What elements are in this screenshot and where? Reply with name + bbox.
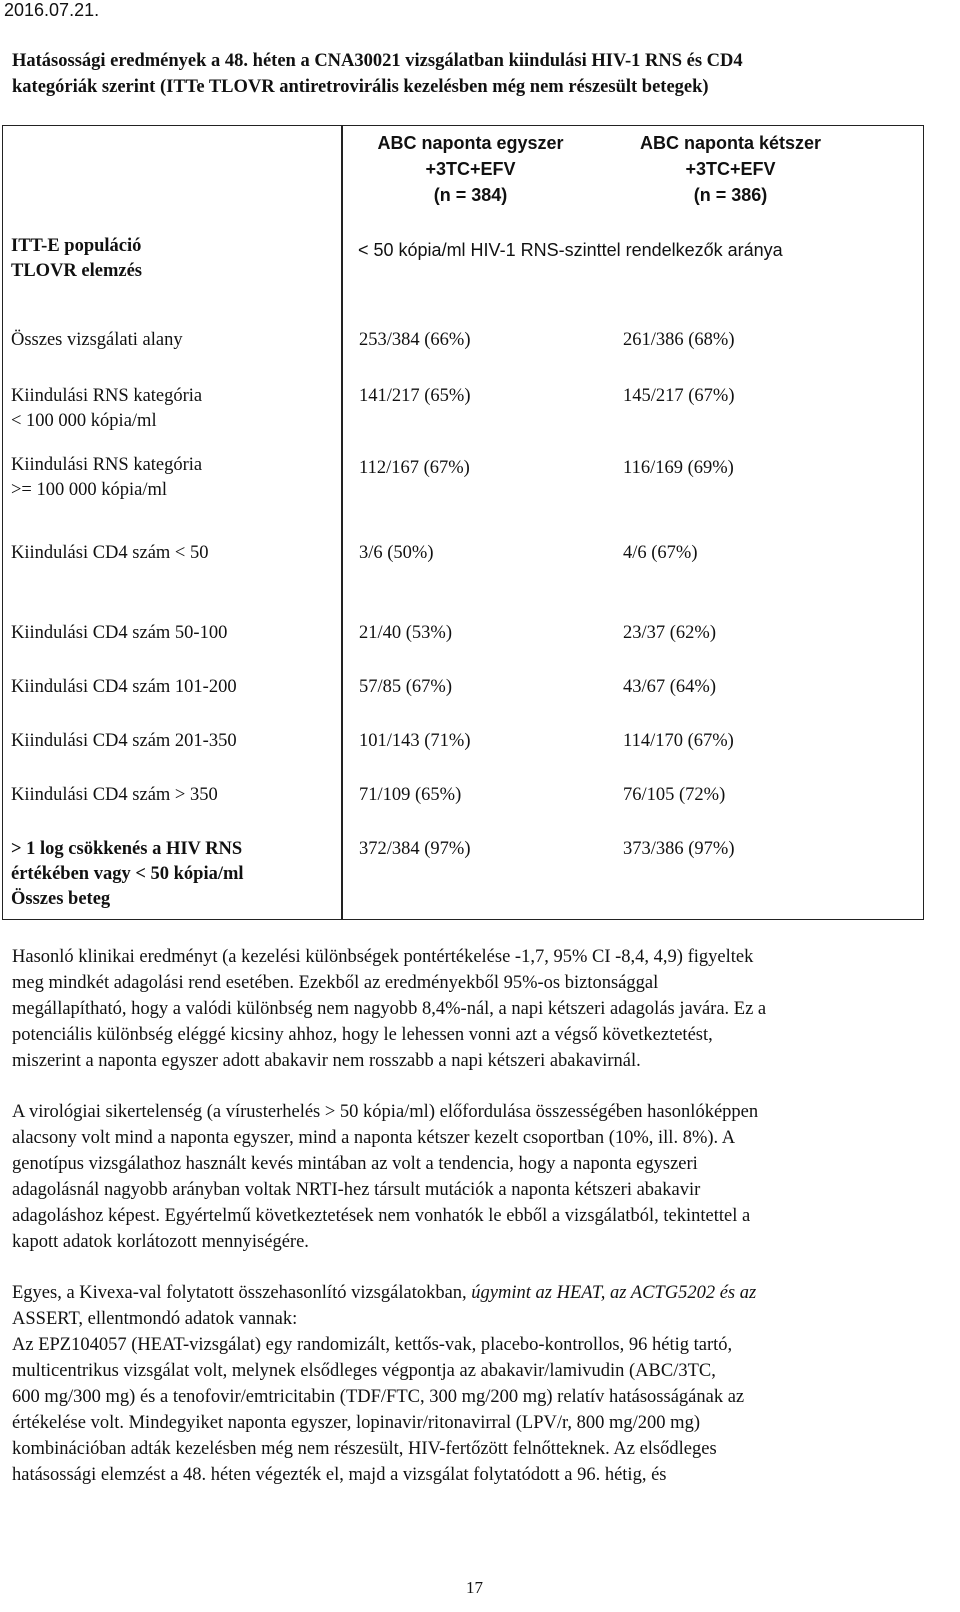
paragraph-line: alacsony volt mind a naponta egyszer, mind a naponta kétszer kezelt csoportban (10%, ill. 8%). A (12, 1128, 736, 1148)
paragraph-line: multicentrikus vizsgálat volt, melynek elsődleges végpontja az abakavir/lamivudin (ABC/3TC, (12, 1361, 716, 1381)
paragraph-line: adagoláshoz képest. Egyértelmű következtetések nem vonhatók le ebből a vizsgálatból, tekintettel a (12, 1206, 751, 1226)
paragraph-text: Egyes, a Kivexa-val folytatott összehasonlító vizsgálatokban, (12, 1283, 472, 1303)
paragraph-line: kapott adatok korlátozott mennyiségére. (12, 1232, 309, 1252)
cell-once-daily: 71/109 (65%) (359, 785, 462, 805)
row-label-line: > 1 log csökkenés a HIV RNS (11, 839, 243, 859)
row-label: Kiindulási CD4 szám 101-200 (11, 677, 237, 697)
cell-once-daily: 21/40 (53%) (359, 623, 452, 643)
cell-twice-daily: 261/386 (68%) (623, 330, 735, 350)
efficacy-table (2, 125, 924, 920)
paragraph-line: Hasonló klinikai eredményt (a kezelési különbségek pontértékelése -1,7, 95% CI -8,4, 4,9) figyeltek (12, 947, 754, 967)
row-label-line: Kiindulási RNS kategória (11, 455, 203, 475)
paragraph-noninferiority (12, 944, 947, 1074)
col-header-line: (n = 386) (693, 185, 768, 205)
title-line: Hatásossági eredmények a 48. héten a CNA30021 vizsgálatban kiindulási HIV-1 RNS és CD4 (12, 51, 743, 71)
paragraph-line: adagolásnál nagyobb arányban voltak NRTI-hez társult mutációk a naponta kétszeri abakavir (12, 1180, 701, 1200)
cell-once-daily: 372/384 (97%) (359, 839, 471, 859)
title-line: kategóriák szerint (ITTe TLOVR antiretrovirális kezelésben még nem részesült betegek) (12, 77, 709, 97)
col-header-line: +3TC+EFV (685, 159, 776, 179)
paragraph-line: Az EPZ104057 (HEAT-vizsgálat) egy randomizált, kettős-vak, placebo-kontrollos, 96 hétig tartó, (12, 1335, 733, 1355)
cell-twice-daily: 145/217 (67%) (623, 386, 735, 406)
row-label-line: értékében vagy < 50 kópia/ml (11, 864, 244, 884)
cell-once-daily: 141/217 (65%) (359, 386, 471, 406)
row-label: Kiindulási CD4 szám 201-350 (11, 731, 237, 751)
row-label (11, 453, 202, 503)
paragraph-line (12, 1280, 947, 1306)
cell-once-daily: 112/167 (67%) (359, 458, 470, 478)
table-divider (341, 126, 343, 919)
table-title (12, 48, 947, 100)
cell-twice-daily: 114/170 (67%) (623, 731, 734, 751)
cell-once-daily: 57/85 (67%) (359, 677, 452, 697)
col-header-line: (n = 384) (433, 185, 508, 205)
row-label-line: < 100 000 kópia/ml (11, 411, 157, 431)
paragraph-line: 600 mg/300 mg) és a tenofovir/emtricitabin (TDF/FTC, 300 mg/200 mg) relatív hatásosságának az (12, 1387, 745, 1407)
paragraph-line: meg mindkét adagolási rend esetében. Ezekből az eredményekből 95%-os biztonsággal (12, 973, 659, 993)
row-label: Kiindulási CD4 szám < 50 (11, 543, 209, 563)
document-date: 2016.07.21. (4, 0, 100, 20)
cell-twice-daily: 23/37 (62%) (623, 623, 716, 643)
cell-twice-daily: 116/169 (69%) (623, 458, 734, 478)
column-header-twice-daily (608, 130, 853, 208)
col-header-line: ABC naponta kétszer (639, 133, 822, 153)
row-label (11, 837, 244, 912)
col-header-line: +3TC+EFV (425, 159, 516, 179)
cell-once-daily: 3/6 (50%) (359, 543, 434, 563)
cell-twice-daily: 373/386 (97%) (623, 839, 735, 859)
population-line: ITT-E populáció (11, 236, 142, 256)
cell-twice-daily: 4/6 (67%) (623, 543, 698, 563)
paragraph-line: kombinációban adták kezelésben még nem részesült, HIV-fertőzött felnőtteknek. Az elsődleges (12, 1439, 717, 1459)
row-label: Kiindulási CD4 szám 50-100 (11, 623, 228, 643)
cell-once-daily: 101/143 (71%) (359, 731, 471, 751)
paragraph-line: értékelése volt. Mindegyiket naponta egyszer, lopinavir/ritonavirral (LPV/r, 800 mg/200 mg) (12, 1413, 700, 1433)
paragraph-line: A virológiai sikertelenség (a vírusterhelés > 50 kópia/ml) előfordulása összességében hasonlóképpen (12, 1102, 759, 1122)
paragraph-heat-study (12, 1280, 947, 1488)
cell-twice-daily: 76/105 (72%) (623, 785, 726, 805)
row-label: Kiindulási CD4 szám > 350 (11, 785, 218, 805)
paragraph-line: genotípus vizsgálathoz használt kevés mintában az volt a tendencia, hogy a naponta egyszeri (12, 1154, 698, 1174)
paragraph-line: megállapítható, hogy a valódi különbség nem nagyobb 8,4%-nál, a napi kétszeri adagolás javára. Ez a (12, 999, 767, 1019)
population-label (11, 234, 142, 284)
row-label-line: >= 100 000 kópia/ml (11, 480, 168, 500)
row-label-line: Összes beteg (11, 889, 111, 909)
row-label (11, 384, 202, 434)
row-label: Összes vizsgálati alany (11, 330, 183, 350)
paragraph-italic-text: úgymint az HEAT, az ACTG5202 és az (471, 1283, 757, 1303)
outcome-subheader: < 50 kópia/ml HIV-1 RNS-szinttel rendelkezők aránya (358, 240, 783, 260)
page-number: 17 (466, 1578, 483, 1597)
paragraph-line: ASSERT, ellentmondó adatok vannak: (12, 1309, 298, 1329)
column-header-once-daily (348, 130, 593, 208)
population-line: TLOVR elemzés (11, 261, 143, 281)
col-header-line: ABC naponta egyszer (377, 133, 564, 153)
cell-twice-daily: 43/67 (64%) (623, 677, 716, 697)
paragraph-line: hatásossági elemzést a 48. héten végezték el, majd a vizsgálat folytatódott a 96. hétig, és (12, 1465, 667, 1485)
cell-once-daily: 253/384 (66%) (359, 330, 471, 350)
paragraph-virologic-failure (12, 1099, 947, 1255)
row-label-line: Kiindulási RNS kategória (11, 386, 203, 406)
paragraph-line: potenciális különbség eléggé kicsiny ahhoz, hogy le lehessen vonni azt a végső következtetést, (12, 1025, 713, 1045)
paragraph-line: miszerint a naponta egyszer adott abakavir nem rosszabb a napi kétszeri abakavirnál. (12, 1051, 641, 1071)
